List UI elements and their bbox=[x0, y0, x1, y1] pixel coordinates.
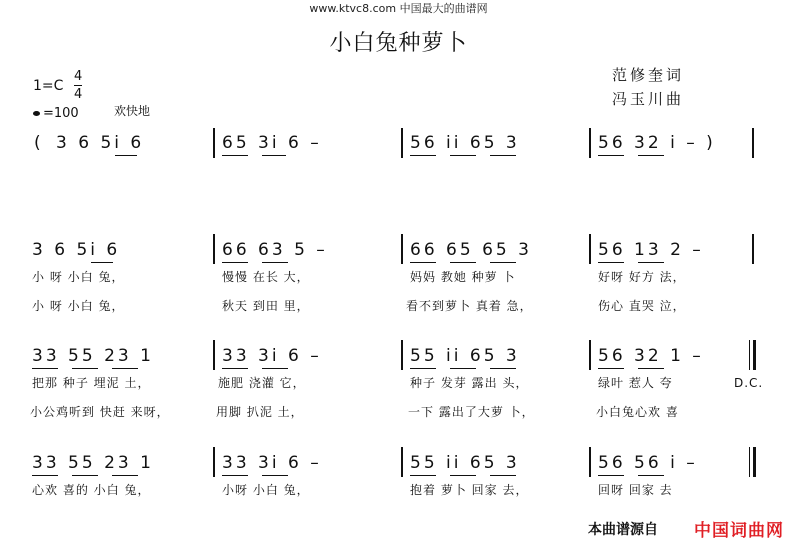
underline-beam bbox=[638, 155, 664, 156]
half-note-icon bbox=[33, 111, 40, 116]
line3-measure-4: 56 56 i – bbox=[598, 453, 698, 473]
double-barline-thick bbox=[753, 340, 756, 370]
barline bbox=[401, 340, 403, 370]
underline-beam bbox=[262, 475, 288, 476]
line2-lyric2-m3: 一下 露出了大萝 卜， bbox=[408, 405, 535, 419]
line1-lyric2-m3: 看不到萝卜 真着 急， bbox=[406, 299, 533, 313]
underline-beam bbox=[638, 368, 664, 369]
underline-beam bbox=[638, 262, 664, 263]
barline bbox=[401, 234, 403, 264]
line2-lyric1-m4: 绿叶 惹人 夸 bbox=[598, 376, 673, 390]
line1-measure-1: 3 6 5i 6 bbox=[32, 240, 121, 260]
time-signature bbox=[74, 68, 82, 103]
line3-measure-3: 55 ii 65 3 bbox=[410, 453, 520, 473]
line2-lyric1-m2: 施肥 浇灌 它， bbox=[218, 376, 306, 390]
underline-beam bbox=[450, 368, 476, 369]
line2-lyric2-m1: 小公鸡听到 快赶 来呀， bbox=[30, 405, 170, 419]
source-site-link[interactable]: 中国词曲网 bbox=[694, 521, 784, 541]
key-signature: 1=C bbox=[33, 78, 64, 94]
underline-beam bbox=[222, 155, 248, 156]
line2-lyric1-m3: 种子 发芽 露出 头， bbox=[410, 376, 529, 390]
source-label: 本曲谱源自 bbox=[588, 522, 658, 538]
underline-beam bbox=[410, 155, 436, 156]
line1-lyric2-m2: 秋天 到田 里， bbox=[222, 299, 310, 313]
intro-measure-2: 65 3i 6 – bbox=[222, 133, 322, 153]
line3-lyric1-m2: 小呀 小白 兔， bbox=[222, 483, 310, 497]
underline-beam bbox=[72, 368, 98, 369]
underline-beam bbox=[115, 155, 137, 156]
line2-lyric2-m2: 用脚 扒泥 土， bbox=[216, 405, 304, 419]
underline-beam bbox=[598, 368, 624, 369]
line2-measure-4: 56 32 1 – bbox=[598, 346, 704, 366]
underline-beam bbox=[222, 262, 248, 263]
dc-marking: D.C. bbox=[734, 376, 764, 390]
line3-lyric1-m4: 回呀 回家 去 bbox=[598, 483, 673, 497]
barline bbox=[401, 128, 403, 158]
underline-beam bbox=[72, 475, 98, 476]
double-barline-thick bbox=[753, 447, 756, 477]
underline-beam bbox=[598, 262, 624, 263]
underline-beam bbox=[598, 475, 624, 476]
underline-beam bbox=[222, 368, 248, 369]
underline-beam bbox=[32, 475, 58, 476]
barline bbox=[213, 340, 215, 370]
line1-measure-2: 66 63 5 – bbox=[222, 240, 328, 260]
barline bbox=[213, 128, 215, 158]
barline bbox=[589, 234, 591, 264]
line1-lyric1-m3: 妈妈 教她 种萝 卜 bbox=[410, 270, 516, 284]
underline-beam bbox=[262, 155, 286, 156]
underline-beam bbox=[450, 475, 476, 476]
line2-measure-2: 33 3i 6 – bbox=[222, 346, 322, 366]
line1-lyric2-m4: 伤心 直哭 泣， bbox=[598, 299, 686, 313]
line1-measure-4: 56 13 2 – bbox=[598, 240, 704, 260]
intro-measure-3: 56 ii 65 3 bbox=[410, 133, 520, 153]
line3-lyric1-m1: 心欢 喜的 小白 兔， bbox=[32, 483, 151, 497]
underline-beam bbox=[410, 368, 436, 369]
lyricist-credit: 范修奎词 bbox=[612, 66, 685, 84]
intro-measure-1: 3 6 5i 6 bbox=[56, 133, 145, 153]
line3-measure-1: 33 55 23 1 bbox=[32, 453, 154, 473]
underline-beam bbox=[450, 262, 476, 263]
time-signature-bottom: 4 bbox=[74, 87, 83, 102]
underline-beam bbox=[262, 368, 288, 369]
line2-measure-1: 33 55 23 1 bbox=[32, 346, 154, 366]
barline bbox=[401, 447, 403, 477]
barline bbox=[589, 447, 591, 477]
underline-beam bbox=[91, 262, 113, 263]
underline-beam bbox=[410, 262, 436, 263]
line3-measure-2: 33 3i 6 – bbox=[222, 453, 322, 473]
barline bbox=[213, 447, 215, 477]
underline-beam bbox=[490, 475, 516, 476]
underline-beam bbox=[222, 475, 248, 476]
intro-open-paren: ( bbox=[34, 133, 44, 153]
double-barline-thin bbox=[749, 447, 750, 477]
underline-beam bbox=[112, 475, 138, 476]
line1-measure-3: 66 65 65 3 bbox=[410, 240, 532, 260]
double-barline-thin bbox=[749, 340, 750, 370]
barline bbox=[752, 128, 754, 158]
underline-beam bbox=[112, 368, 138, 369]
mood-marking: 欢快地 bbox=[114, 104, 151, 118]
barline bbox=[752, 234, 754, 264]
tempo-value: =100 bbox=[43, 106, 79, 121]
underline-beam bbox=[450, 155, 476, 156]
underline-beam bbox=[490, 155, 516, 156]
intro-measure-4: 56 32 i – ) bbox=[598, 133, 716, 153]
barline bbox=[589, 340, 591, 370]
song-title: 小白兔种萝卜 bbox=[329, 31, 468, 56]
line1-lyric1-m4: 好呀 好方 法， bbox=[598, 270, 686, 284]
barline bbox=[213, 234, 215, 264]
barline bbox=[589, 128, 591, 158]
line3-lyric1-m3: 抱着 萝卜 回家 去， bbox=[410, 483, 529, 497]
line1-lyric2-m1: 小 呀 小白 兔， bbox=[32, 299, 125, 313]
tempo-marking bbox=[33, 106, 79, 121]
underline-beam bbox=[638, 475, 664, 476]
underline-beam bbox=[410, 475, 436, 476]
site-banner: www.ktvc8.com 中国最大的曲谱网 bbox=[309, 2, 488, 15]
time-signature-top: 4 bbox=[74, 69, 83, 84]
underline-beam bbox=[490, 368, 516, 369]
line2-lyric1-m1: 把那 种子 埋泥 土， bbox=[32, 376, 151, 390]
line1-lyric1-m1: 小 呀 小白 兔， bbox=[32, 270, 125, 284]
underline-beam bbox=[598, 155, 624, 156]
underline-beam bbox=[262, 262, 288, 263]
underline-beam bbox=[32, 368, 58, 369]
line2-measure-3: 55 ii 65 3 bbox=[410, 346, 520, 366]
line1-lyric1-m2: 慢慢 在长 大， bbox=[222, 270, 310, 284]
line2-lyric2-m4: 小白兔心欢 喜 bbox=[596, 405, 679, 419]
underline-beam bbox=[490, 262, 516, 263]
composer-credit: 冯玉川曲 bbox=[612, 90, 685, 108]
